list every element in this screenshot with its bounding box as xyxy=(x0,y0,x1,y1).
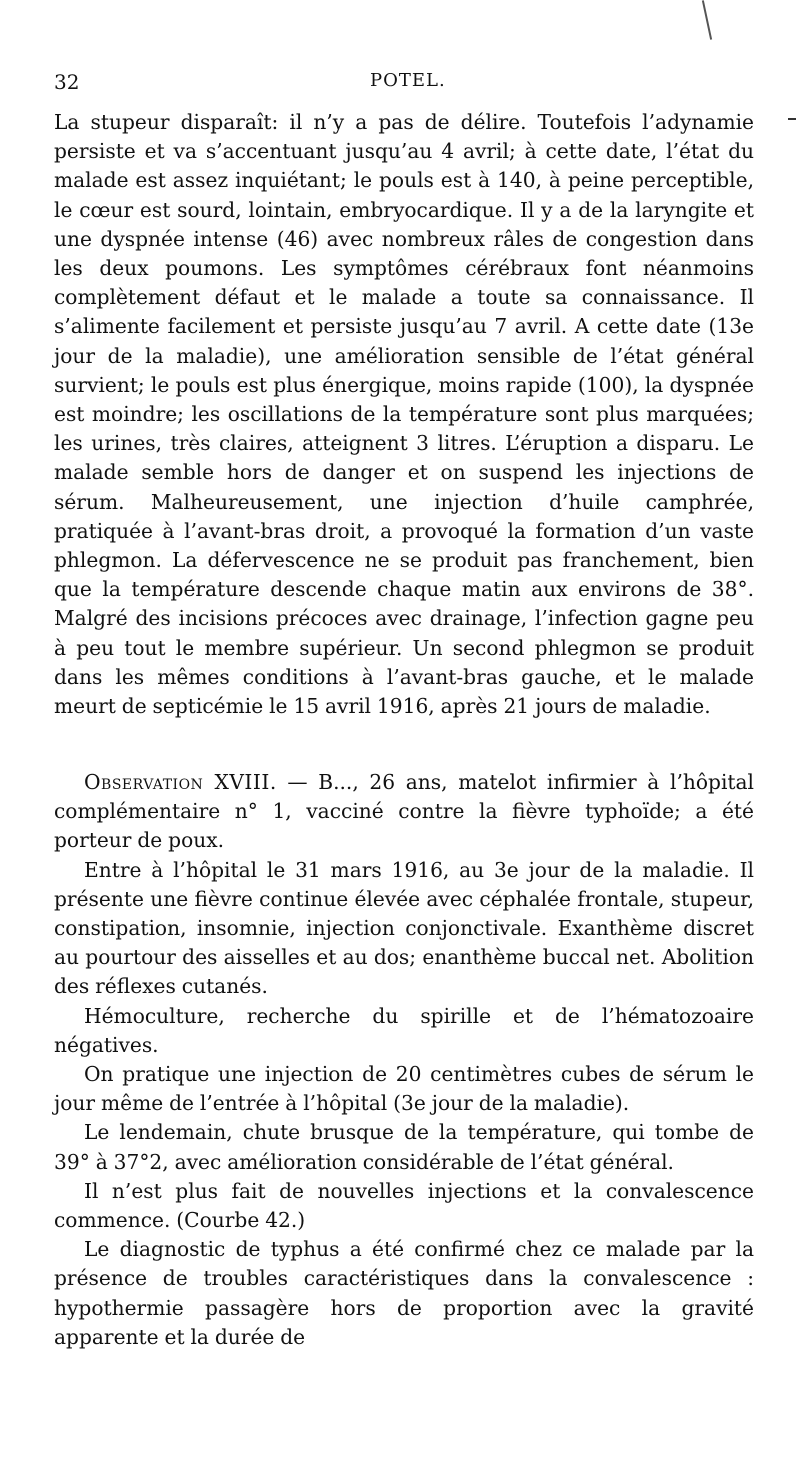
page-number: 32 xyxy=(54,70,80,94)
paragraph: Le diagnostic de typhus a été confirmé chez ce malade par la présence de troubles caractéristiques dans la convalescence : hypothermie passagère hors de proportion avec la gravité apparente et la durée de xyxy=(54,1237,754,1349)
observation-intro: — B..., 26 ans, matelot infirmier à l’hôpital complémentaire n° 1, vacciné contre la fièvre typhoïde; a été porteur de poux. xyxy=(54,770,755,853)
scan-artifact-line xyxy=(702,0,712,40)
margin-mark xyxy=(788,118,796,120)
observation-label: Observation XVIII. xyxy=(84,770,277,794)
page-header xyxy=(54,70,760,98)
paragraph: Entre à l’hôpital le 31 mars 1916, au 3e jour de la maladie. Il présente une fièvre continue élevée avec céphalée frontale, stupeur, constipation, insomnie, injection conjonctivale. Exanthème discret au pourtour des aisselles et au dos; enanthème buccal net. Abolition des réflexes cutanés. xyxy=(54,857,754,999)
paragraph: Hémoculture, recherche du spirille et de l’hématozoaire négatives. xyxy=(54,1003,754,1057)
continued-paragraph-block xyxy=(54,108,754,721)
paragraph: Il n’est plus fait de nouvelles injections et la convalescence commence. (Courbe 42.) xyxy=(54,1178,754,1233)
paragraph: Le lendemain, chute brusque de la température, qui tombe de 39° à 37°2, avec amélioration considérable de l’état général. xyxy=(54,1120,754,1174)
paragraph: On pratique une injection de 20 centimètres cubes de sérum le jour même de l’entrée à l’hôpital (3e jour de la maladie). xyxy=(54,1062,754,1116)
running-head: POTEL. xyxy=(370,70,446,91)
observation-block xyxy=(54,768,754,1352)
paragraph: La stupeur disparaît: il n’y a pas de délire. Toutefois l’adynamie persiste et va s’accentuant jusqu’au 4 avril; à cette date, l’état du malade est assez inquiétant; le pouls est à 140, à peine perceptible, le cœur est sourd, lointain, embryocardique. Il y a de la laryngite et une dyspnée intense (46) avec nombreux râles de congestion dans les deux poumons. Les symptômes cérébraux font néanmoins complètement défaut et le malade a toute sa connaissance. Il s’alimente facilement et persiste jusqu’au 7 avril. A cette date (13e jour de la maladie), une amélioration sensible de l’état général survient; le pouls est plus énergique, moins rapide (100), la dyspnée est moindre; les oscillations de la température sont plus marquées; les urines, très claires, atteignent 3 litres. L’éruption a disparu. Le malade semble hors de danger et on suspend les injections de sérum. Malheureusement, une injection d’huile camphrée, pratiquée à l’avant-bras droit, a provoqué la formation d’un vaste phlegmon. La défervescence ne se produit pas franchement, bien que la température descende chaque matin aux environs de 38°. Malgré des incisions précoces avec drainage, l’infection gagne peu à peu tout le membre supérieur. Un second phlegmon se produit dans les mêmes conditions à l’avant-bras gauche, et le malade meurt de septicémie le 15 avril 1916, après 21 jours de maladie. xyxy=(54,110,754,719)
observation-heading-paragraph xyxy=(54,768,754,856)
